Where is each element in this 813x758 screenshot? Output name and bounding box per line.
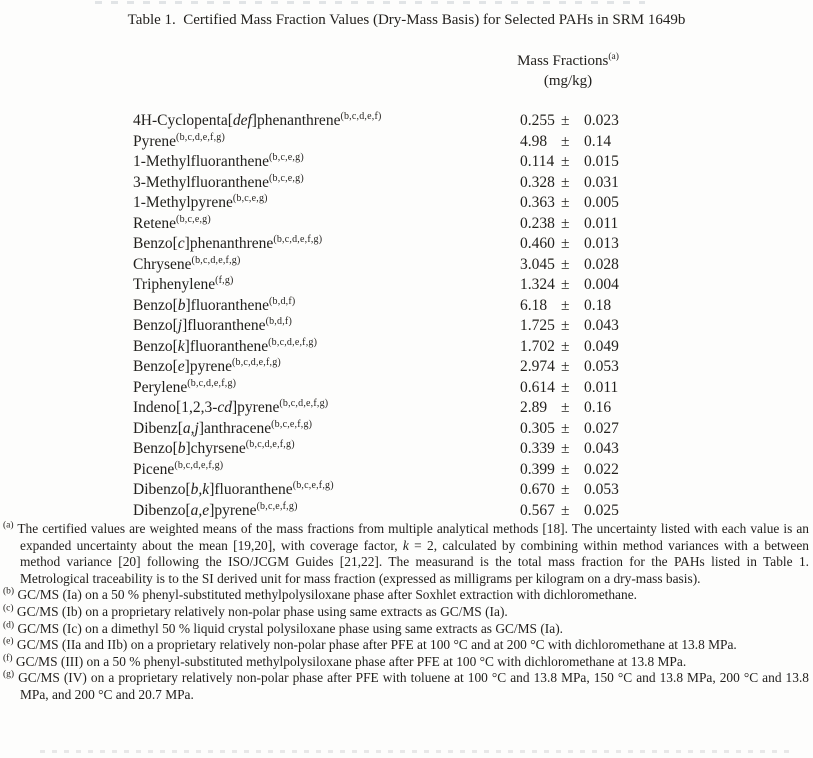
compound-name bbox=[133, 378, 236, 399]
method-footnote-refs: (b,c,e,g) bbox=[269, 151, 304, 163]
mass-fraction-value: 0.399 bbox=[520, 460, 555, 478]
footnote bbox=[3, 621, 809, 638]
mass-fraction-value: 0.363 bbox=[520, 194, 555, 211]
mass-fraction-value: 6.18 bbox=[520, 296, 548, 314]
method-footnote-refs: (b,c,d,e,f,g) bbox=[191, 254, 241, 266]
uncertainty-value: 0.043 bbox=[584, 317, 619, 334]
uncertainty-value: 0.025 bbox=[584, 501, 619, 519]
mass-fraction-value: 1.702 bbox=[520, 337, 555, 355]
text: Dibenzo[ bbox=[133, 481, 191, 498]
text: ]fluoranthene bbox=[182, 317, 266, 334]
plus-minus-sign: ± bbox=[561, 419, 570, 437]
italic-text: a,j bbox=[182, 419, 199, 437]
table-row bbox=[133, 111, 805, 132]
text: Chrysene bbox=[133, 255, 192, 273]
text: Retene bbox=[133, 214, 177, 232]
mass-fraction-value: 4.98 bbox=[520, 132, 548, 150]
table-row bbox=[133, 234, 805, 255]
mass-fraction-value: 3.045 bbox=[520, 255, 555, 273]
compound-name bbox=[133, 275, 234, 296]
method-footnote-refs: (b,c,e,f,g) bbox=[256, 500, 298, 512]
italic-text: b,k bbox=[190, 481, 210, 498]
uncertainty-value: 0.015 bbox=[584, 153, 619, 170]
plus-minus-sign: ± bbox=[561, 440, 570, 457]
text: Perylene bbox=[133, 378, 188, 396]
text: Benzo[ bbox=[133, 235, 178, 252]
text: Dibenzo[ bbox=[133, 501, 191, 519]
plus-minus-sign: ± bbox=[561, 112, 570, 129]
mass-fraction-value: 0.114 bbox=[520, 153, 555, 170]
italic-text: a,e bbox=[190, 501, 210, 519]
compound-name bbox=[133, 357, 281, 378]
text: 1-Methylfluoranthene bbox=[133, 153, 270, 170]
uncertainty-value: 0.14 bbox=[584, 132, 612, 150]
table-row bbox=[133, 316, 805, 337]
plus-minus-sign: ± bbox=[561, 399, 570, 416]
footnote-marker: (g) bbox=[3, 669, 15, 680]
plus-minus-sign: ± bbox=[561, 276, 570, 293]
text: Benzo[ bbox=[133, 296, 178, 314]
footnote-marker: (b) bbox=[3, 586, 15, 597]
footnote-marker: (d) bbox=[3, 620, 15, 631]
uncertainty-value: 0.022 bbox=[584, 460, 619, 478]
mass-fraction-value: 0.670 bbox=[520, 481, 555, 498]
text: Picene bbox=[133, 460, 175, 478]
text: ]fluoranthene bbox=[184, 337, 269, 355]
plus-minus-sign: ± bbox=[561, 317, 570, 334]
text: ]pyrene bbox=[232, 399, 280, 416]
column-header-unit: (mg/kg) bbox=[543, 73, 593, 89]
italic-text: c bbox=[177, 235, 185, 252]
method-footnote-refs: (b,d,f) bbox=[265, 315, 292, 327]
plus-minus-sign: ± bbox=[561, 358, 570, 375]
text: Indeno[1,2,3- bbox=[133, 399, 218, 416]
method-footnote-refs: (b,c,d,e,f,g) bbox=[245, 438, 295, 450]
uncertainty-value: 0.028 bbox=[584, 255, 619, 273]
table-row bbox=[133, 214, 805, 235]
mass-fraction-value: 0.238 bbox=[520, 214, 555, 232]
method-footnote-refs: (b,c,e,g) bbox=[176, 213, 211, 225]
table-row bbox=[133, 275, 805, 296]
uncertainty-value: 0.16 bbox=[584, 399, 612, 416]
compound-name bbox=[133, 132, 225, 153]
table-row bbox=[133, 173, 805, 194]
plus-minus-sign: ± bbox=[561, 153, 570, 170]
italic-text: cd bbox=[217, 399, 233, 416]
column-header bbox=[468, 51, 668, 91]
column-header-footnote-ref: (a) bbox=[608, 52, 619, 62]
method-footnote-refs: (b,d,f) bbox=[269, 295, 296, 307]
plus-minus-sign: ± bbox=[561, 132, 570, 150]
text: ]phenanthrene bbox=[251, 112, 341, 129]
table-row bbox=[133, 255, 805, 276]
method-footnote-refs: (b,c,e,f,g) bbox=[292, 479, 334, 491]
text: ]fluoranthene bbox=[185, 296, 270, 314]
table-title: Table 1. Certified Mass Fraction Values (Dry-Mass Basis) for Selected PAHs in SRM 1649b bbox=[127, 12, 686, 28]
compound-name bbox=[133, 193, 268, 214]
plus-minus-sign: ± bbox=[561, 501, 570, 519]
mass-fraction-value: 0.328 bbox=[520, 173, 555, 191]
table-body bbox=[133, 111, 805, 521]
scan-artifact-top bbox=[95, 1, 645, 4]
plus-minus-sign: ± bbox=[561, 255, 570, 273]
table-row bbox=[133, 193, 805, 214]
plus-minus-sign: ± bbox=[561, 337, 570, 355]
uncertainty-value: 0.18 bbox=[584, 296, 612, 314]
plus-minus-sign: ± bbox=[561, 481, 570, 498]
table-row bbox=[133, 419, 805, 440]
text: = 2, calculated by combining within method variances with a between method variance [20] following the ISO/JCGM Guides [21,22]. The measurand is the total mass fraction for the PAHs listed in Table 1. Metrological traceability is to the SI derived unit for mass fraction (expressed as milligrams per kilogram on a dry-mass basis). bbox=[20, 537, 809, 586]
footnote bbox=[3, 670, 809, 703]
text: Benzo[ bbox=[133, 440, 178, 457]
column-header-line1 bbox=[468, 51, 668, 71]
uncertainty-value: 0.031 bbox=[584, 173, 619, 191]
text: GC/MS (Ib) on a proprietary relatively non-polar phase using same extracts as GC/MS (Ia). bbox=[16, 603, 508, 619]
plus-minus-sign: ± bbox=[561, 214, 570, 232]
text: GC/MS (IIa and IIb) on a proprietary relatively non-polar phase after PFE at 100 °C and at 200 °C with dichloromethane at 13.8 MPa. bbox=[16, 637, 737, 653]
plus-minus-sign: ± bbox=[561, 235, 570, 252]
method-footnote-refs: (f,g) bbox=[215, 274, 234, 286]
text: Pyrene bbox=[133, 132, 177, 150]
compound-name bbox=[133, 152, 304, 173]
compound-name bbox=[133, 111, 382, 132]
table-row bbox=[133, 132, 805, 153]
uncertainty-value: 0.027 bbox=[584, 419, 619, 437]
uncertainty-value: 0.023 bbox=[584, 112, 619, 129]
uncertainty-value: 0.011 bbox=[584, 378, 619, 396]
text: Benzo[ bbox=[133, 337, 178, 355]
text: GC/MS (Ic) on a dimethyl 50 % liquid crystal polysiloxane phase using same extracts as GC/MS (Ia). bbox=[17, 620, 564, 636]
plus-minus-sign: ± bbox=[561, 460, 570, 478]
mass-fraction-value: 0.567 bbox=[520, 501, 555, 519]
text: GC/MS (Ia) on a 50 % phenyl-substituted methylpolysiloxane phase after Soxhlet extraction with dichloromethane. bbox=[17, 587, 637, 603]
uncertainty-value: 0.011 bbox=[584, 214, 619, 232]
text: 1-Methylpyrene bbox=[133, 194, 233, 211]
mass-fraction-value: 0.460 bbox=[520, 235, 555, 252]
method-footnote-refs: (b,c,d,e,f,g) bbox=[174, 459, 224, 471]
italic-text: j bbox=[177, 317, 183, 334]
compound-name bbox=[133, 480, 334, 501]
text: ]phenanthrene bbox=[184, 235, 274, 252]
plus-minus-sign: ± bbox=[561, 194, 570, 211]
table-row bbox=[133, 480, 805, 501]
method-footnote-refs: (b,c,d,e,f,g) bbox=[187, 377, 237, 389]
footnote bbox=[3, 587, 809, 604]
plus-minus-sign: ± bbox=[561, 378, 570, 396]
text: Triphenylene bbox=[133, 276, 216, 293]
uncertainty-value: 0.049 bbox=[584, 337, 619, 355]
method-footnote-refs: (b,c,d,e,f,g) bbox=[176, 131, 226, 143]
footnote bbox=[3, 521, 809, 587]
method-footnote-refs: (b,c,d,e,f) bbox=[340, 110, 382, 122]
compound-name bbox=[133, 214, 211, 235]
method-footnote-refs: (b,c,e,g) bbox=[269, 172, 304, 184]
method-footnote-refs: (b,c,e,g) bbox=[232, 192, 268, 204]
footnote bbox=[3, 654, 809, 671]
table-row bbox=[133, 460, 805, 481]
compound-name bbox=[133, 419, 312, 440]
compound-name bbox=[133, 398, 328, 419]
mass-fraction-value: 1.324 bbox=[520, 276, 555, 293]
text: The certified values are weighted means of the mass fractions from multiple analytical methods [18]. The uncertainty listed with each value is an expanded uncertainty about the mean [19,20], with coverage factor, bbox=[17, 521, 809, 553]
text: 4H-Cyclopenta[ bbox=[133, 112, 233, 129]
italic-text: k bbox=[402, 537, 409, 553]
italic-text: k bbox=[177, 337, 185, 355]
mass-fraction-value: 0.305 bbox=[520, 419, 555, 437]
mass-fraction-value: 0.255 bbox=[520, 112, 555, 129]
footnote-marker: (a) bbox=[3, 520, 14, 531]
compound-name bbox=[133, 501, 298, 522]
footnote bbox=[3, 604, 809, 621]
text: GC/MS (IV) on a proprietary relatively non-polar phase after PFE with toluene at 100 °C and 13.8 MPa, 150 °C and 13.8 MPa, 200 °C and 13.8 MPa, and 200 °C and 20.7 MPa. bbox=[18, 670, 809, 702]
method-footnote-refs: (b,c,d,e,f,g) bbox=[268, 336, 318, 348]
text: GC/MS (III) on a 50 % phenyl-substituted methylpolysiloxane phase after PFE at 100 °C with dichloromethane at 13.8 MPa. bbox=[15, 653, 687, 669]
compound-name bbox=[133, 234, 322, 255]
compound-name bbox=[133, 296, 295, 317]
text: Dibenz[ bbox=[133, 419, 183, 437]
italic-text: def bbox=[232, 112, 252, 129]
mass-fraction-value: 0.339 bbox=[520, 440, 555, 457]
uncertainty-value: 0.004 bbox=[584, 276, 619, 293]
method-footnote-refs: (b,c,d,e,f,g) bbox=[232, 356, 281, 368]
table-row bbox=[133, 501, 805, 522]
text: ]pyrene bbox=[184, 358, 232, 375]
text: Benzo[ bbox=[133, 358, 178, 375]
text: ]anthracene bbox=[198, 419, 272, 437]
footnote-marker: (c) bbox=[3, 603, 14, 614]
text: Benzo[ bbox=[133, 317, 178, 334]
mass-fraction-value: 1.725 bbox=[520, 317, 555, 334]
table-row bbox=[133, 296, 805, 317]
text: 3-Methylfluoranthene bbox=[133, 173, 270, 191]
method-footnote-refs: (b,c,d,e,f,g) bbox=[279, 397, 329, 409]
method-footnote-refs: (b,c,e,f,g) bbox=[271, 418, 313, 430]
italic-text: e bbox=[177, 358, 185, 375]
table-row bbox=[133, 378, 805, 399]
method-footnote-refs: (b,c,d,e,f,g) bbox=[273, 233, 323, 245]
column-header-label: Mass Fractions bbox=[517, 53, 609, 69]
footnote-marker: (f) bbox=[3, 653, 13, 664]
footnote-marker: (e) bbox=[3, 636, 14, 647]
plus-minus-sign: ± bbox=[561, 296, 570, 314]
uncertainty-value: 0.013 bbox=[584, 235, 619, 252]
mass-fraction-value: 2.89 bbox=[520, 399, 548, 416]
table-row bbox=[133, 337, 805, 358]
mass-fraction-value: 0.614 bbox=[520, 378, 555, 396]
table-row bbox=[133, 398, 805, 419]
italic-text: b bbox=[177, 440, 186, 457]
compound-name bbox=[133, 255, 241, 276]
table-row bbox=[133, 357, 805, 378]
mass-fraction-value: 2.974 bbox=[520, 358, 555, 375]
italic-text: b bbox=[177, 296, 186, 314]
plus-minus-sign: ± bbox=[561, 173, 570, 191]
footnote bbox=[3, 637, 809, 654]
text: ]pyrene bbox=[209, 501, 257, 519]
footnotes-section bbox=[3, 521, 809, 704]
table-row bbox=[133, 152, 805, 173]
uncertainty-value: 0.043 bbox=[584, 440, 619, 457]
uncertainty-value: 0.005 bbox=[584, 194, 619, 211]
table-row bbox=[133, 439, 805, 460]
compound-name bbox=[133, 173, 304, 194]
text: ]chyrsene bbox=[185, 440, 246, 457]
compound-name bbox=[133, 439, 295, 460]
uncertainty-value: 0.053 bbox=[584, 358, 619, 375]
compound-name bbox=[133, 337, 317, 358]
compound-name bbox=[133, 460, 223, 481]
text: ]fluoranthene bbox=[209, 481, 293, 498]
scan-artifact-bottom bbox=[40, 750, 795, 753]
compound-name bbox=[133, 316, 292, 337]
uncertainty-value: 0.053 bbox=[584, 481, 619, 498]
